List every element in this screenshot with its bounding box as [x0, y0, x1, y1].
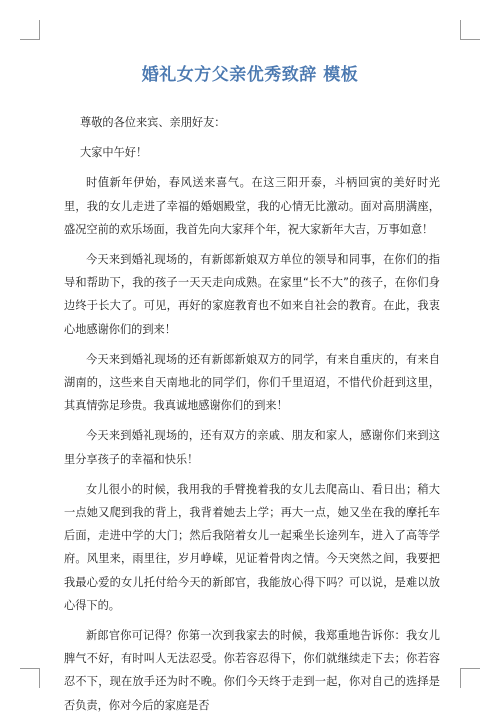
paragraph: 今天来到婚礼现场的，有新郎新娘双方单位的领导和同事，在你们的指导和帮助下，我的孩子一天天走向成熟。在家里“长不大”的孩子，在你们身边终于长大了。可见，再好的家庭教育也不如来自社会的教育。在此，我衷心地感谢你们的到来！ — [64, 253, 440, 336]
greeting: 大家中午好！ — [80, 146, 148, 160]
crop-mark-bottom-right — [460, 668, 480, 669]
page-title: 婚礼女方父亲优秀致辞 模板 — [141, 65, 359, 85]
crop-mark-top-left — [39, 20, 40, 40]
paragraph: 今天来到婚礼现场的还有新郎新娘双方的同学，有来自重庆的，有来自湖南的，这些来自天南地北的同学们，你们千里迢迢，不惜代价赶到这里，其真情弥足珍贵。我真诚地感谢你们的到来！ — [64, 352, 440, 413]
salutation: 尊敬的各位来宾、亲朋好友： — [80, 116, 226, 129]
document-body — [64, 111, 440, 724]
paragraph: 女儿很小的时候，我用我的手臂挽着我的女儿去爬高山、看日出；稍大一点她又爬到我的背上，我背着她去上学；再大一点，她又坐在我的摩托车后面，走进中学的大门；然后我陪着女儿一起乘坐长途列车，进入了高等学府。风里来，雨里往，岁月峥嵘，见证着骨肉之情。今天突然之间，我要把我最心爱的女儿托付给今天的新郎官，我能放心得下吗？可以说，是难以放心得下的。 — [64, 482, 440, 612]
crop-mark-top-right — [460, 20, 461, 40]
paragraph: 新郎官你可记得？你第一次到我家去的时候，我郑重地告诉你：我女儿脾气不好，有时叫人无法忍受。你若容忍得下，你们就继续走下去；你若容忍不下，现在放手还为时不晚。你们今天终于走到一起，你对自己的选择是否负责，你对今后的家庭是否 — [64, 629, 440, 712]
crop-mark-bottom-left — [20, 668, 40, 669]
crop-mark-top-left — [20, 39, 40, 40]
crop-mark-bottom-left — [39, 668, 40, 688]
paragraph: 今天来到婚礼现场的，还有双方的亲戚、朋友和家人，感谢你们来到这里分享孩子的幸福和快乐！ — [64, 429, 440, 466]
paragraph: 时值新年伊始，春风送来喜气。在这三阳开泰，斗柄回寅的美好时光里，我的女儿走进了幸福的婚姻殿堂，我的心情无比激动。面对高朋满座，盛况空前的欢乐场面，我首先向大家拜个年，祝大家新年大吉，万事如意！ — [64, 176, 440, 236]
crop-mark-top-right — [460, 39, 480, 40]
crop-mark-bottom-right — [460, 668, 461, 688]
